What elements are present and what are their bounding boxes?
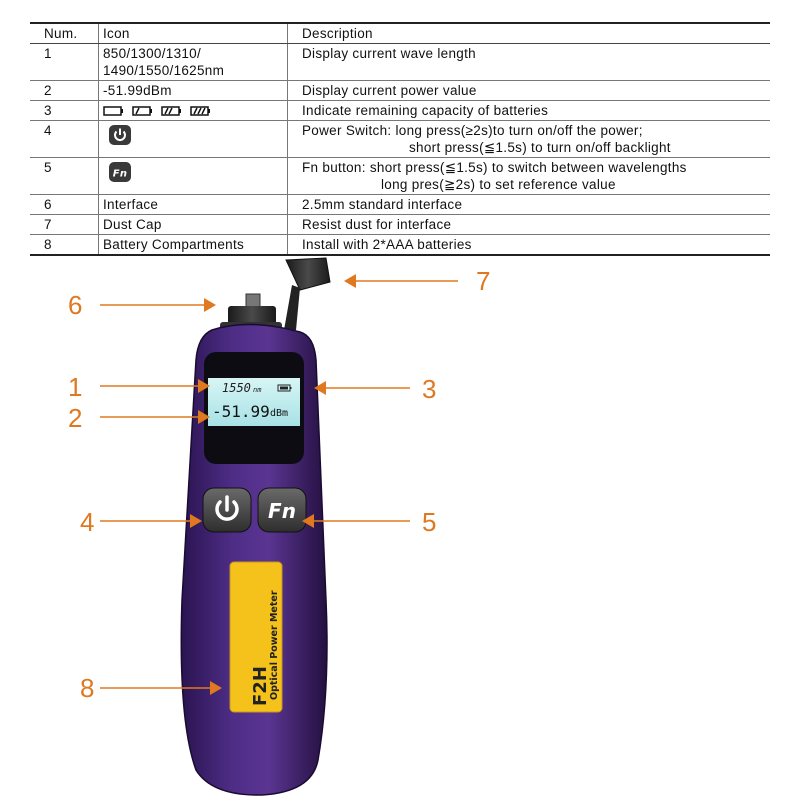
spec-table	[30, 22, 770, 256]
row-icon-cell: Dust Cap	[99, 215, 288, 235]
row-num: 6	[30, 195, 99, 215]
row-icon-cell	[99, 44, 288, 81]
battery-empty-icon	[103, 106, 123, 116]
lcd-power: -51.99	[212, 402, 270, 421]
header-num: Num.	[30, 23, 99, 44]
row-num: 5	[30, 158, 99, 195]
fn-button-label: Fn	[268, 499, 296, 523]
header-description: Description	[288, 23, 771, 44]
header-icon: Icon	[99, 23, 288, 44]
row-num: 4	[30, 121, 99, 158]
fn-button-icon	[109, 162, 131, 182]
lcd-power-unit: dBm	[270, 408, 289, 419]
fn-button[interactable]	[258, 488, 306, 532]
callout-3: 3	[422, 374, 437, 404]
device-figure	[0, 250, 800, 800]
battery-level-icons	[99, 101, 288, 121]
callout-4: 4	[80, 507, 95, 537]
row-description: Install with 2*AAA batteries	[288, 235, 771, 256]
brand-logo: F2H	[250, 666, 271, 706]
row-num: 8	[30, 235, 99, 256]
row-description	[288, 121, 771, 158]
power-button[interactable]	[203, 488, 251, 532]
table-row	[30, 158, 770, 195]
description-line2: short press(≦1.5s) to turn on/off backlight	[409, 140, 671, 155]
battery-two-bar-icon	[161, 106, 181, 116]
row-icon-cell	[99, 158, 288, 195]
row-icon-cell	[99, 121, 288, 158]
row-num: 1	[30, 44, 99, 81]
table-row	[30, 44, 770, 81]
row-num: 3	[30, 101, 99, 121]
callout-6: 6	[68, 290, 83, 320]
row-num: 7	[30, 215, 99, 235]
wavelength-list-line2: 1490/1550/1625nm	[103, 63, 225, 78]
table-row	[30, 195, 770, 215]
row-description: Indicate remaining capacity of batteries	[288, 101, 771, 121]
row-description: 2.5mm standard interface	[288, 195, 771, 215]
row-description	[288, 158, 771, 195]
lcd-wavelength: 1550	[222, 381, 251, 395]
callout-5: 5	[422, 507, 437, 537]
row-icon-cell: Interface	[99, 195, 288, 215]
svg-text:Fn: Fn	[112, 168, 128, 180]
callout-8: 8	[80, 673, 95, 703]
callout-2: 2	[68, 403, 83, 433]
power-button-icon	[109, 125, 131, 145]
row-description: Display current power value	[288, 81, 771, 101]
battery-full-icon	[190, 106, 210, 116]
wavelength-list-line1: 850/1300/1310/	[103, 46, 202, 61]
row-icon-cell: -51.99dBm	[99, 81, 288, 101]
description-line1: Fn button: short press(≦1.5s) to switch between wavelengths	[302, 160, 687, 175]
battery-one-bar-icon	[132, 106, 152, 116]
lcd-wavelength-unit: nm	[253, 386, 262, 394]
table-row	[30, 81, 770, 101]
row-num: 2	[30, 81, 99, 101]
description-line2: long pres(≧2s) to set reference value	[381, 177, 616, 192]
dust-cap	[284, 258, 330, 330]
row-description: Display current wave length	[288, 44, 771, 81]
product-label: Optical Power Meter	[269, 590, 280, 700]
callout-1: 1	[68, 372, 83, 402]
table-row	[30, 215, 770, 235]
description-line1: Power Switch: long press(≥2s)to turn on/off the power;	[302, 123, 643, 138]
row-description: Resist dust for interface	[288, 215, 771, 235]
table-row	[30, 101, 770, 121]
table-header-row	[30, 23, 770, 44]
callout-7: 7	[476, 266, 491, 296]
table-row	[30, 121, 770, 158]
row-icon-cell: Battery Compartments	[99, 235, 288, 256]
